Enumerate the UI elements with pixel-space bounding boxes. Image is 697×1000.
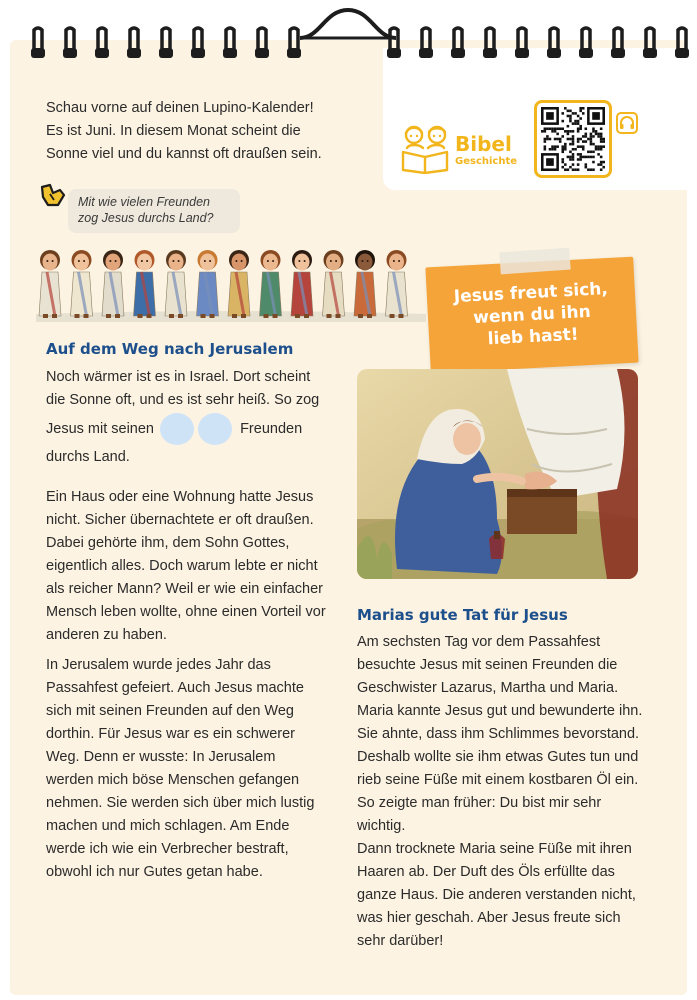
header-box <box>383 48 687 190</box>
story-label: Geschichte <box>455 156 518 167</box>
text-fragment: Jesus mit seinen <box>46 421 154 437</box>
text-line: nicht. Sicher übernachtete er oft draußen. <box>46 512 314 528</box>
text-line: Mensch leben wollte, ohne einen Vorteil vor <box>46 604 326 620</box>
headphones-icon <box>618 114 636 132</box>
note-card <box>425 257 638 374</box>
qr-code[interactable] <box>534 100 612 178</box>
text-line: wichtig. <box>357 818 406 834</box>
disciple-figure <box>386 250 408 318</box>
text-line: rieb seine Füße mit einem kostbaren Öl ein. <box>357 772 639 788</box>
text-line: Weg. Denn er wusste: In Jerusalem <box>46 749 276 765</box>
question-bubble <box>68 189 240 233</box>
section1-para3 <box>46 654 346 884</box>
qr-code-icon <box>541 107 605 171</box>
disciple-figure <box>71 250 93 318</box>
text-line: anderen zu haben. <box>46 627 167 643</box>
section-title-jerusalem: Auf dem Weg nach Jerusalem <box>46 340 294 358</box>
text-line: sich mit seinen Freunden auf den Weg <box>46 703 294 719</box>
text-line: machen und mich schlagen. Am Ende <box>46 818 290 834</box>
question-line: Mit wie vielen Freunden <box>78 195 211 209</box>
answer-digit-circle[interactable] <box>198 413 232 445</box>
question-line: zog Jesus durchs Land? <box>78 211 214 225</box>
intro-line: Es ist Juni. In diesem Monat scheint die <box>46 123 301 139</box>
text-line: sehr darüber! <box>357 933 444 949</box>
text-fragment: Freunden <box>240 421 303 437</box>
answer-field[interactable] <box>160 413 234 445</box>
text-line: durchs Land. <box>46 449 130 465</box>
text-line: Ein Haus oder eine Wohnung hatte Jesus <box>46 489 314 505</box>
text-line: Sie ahnte, dass ihm Schlimmes bevorstand. <box>357 726 640 742</box>
note-line: wenn du ihn <box>472 301 592 329</box>
disciple-figure <box>102 250 124 318</box>
intro-text <box>46 97 346 166</box>
pointing-hand-icon <box>38 181 68 211</box>
section2-para2 <box>357 838 657 953</box>
text-line: Am sechsten Tag vor dem Passahfest <box>357 634 601 650</box>
disciple-figure <box>323 250 345 318</box>
disciple-figure <box>197 250 219 318</box>
text-line: besuchte Jesus mit seinen Freunden die <box>357 657 618 673</box>
disciple-figure <box>228 250 250 318</box>
maria-anointing-illustration <box>357 369 638 579</box>
section2-para1 <box>357 631 657 838</box>
text-line: Noch wärmer ist es in Israel. Dort scheint <box>46 369 311 385</box>
audio-button[interactable] <box>616 112 638 134</box>
note-line: lieb hast! <box>487 324 580 350</box>
text-line: die Sonne oft, und es ist sehr heiß. So zog <box>46 392 320 408</box>
disciple-figure <box>165 250 187 318</box>
disciple-figure <box>134 250 156 318</box>
text-line: In Jerusalem wurde jedes Jahr das <box>46 657 271 673</box>
text-line: So zeigte man früher: Du bist mir sehr <box>357 795 602 811</box>
disciples-illustration <box>36 242 426 322</box>
disciple-figure <box>260 250 282 318</box>
intro-line: Sonne viel und du kannst oft draußen sein. <box>46 146 322 162</box>
disciple-figure <box>39 250 61 318</box>
text-line: nehmen. Sie werden sich über mich lustig <box>46 795 315 811</box>
text-line: was hier geschah. Aber Jesus freute sich <box>357 910 621 926</box>
text-line: Dann trocknete Maria seine Füße mit ihren <box>357 841 632 857</box>
bible-label: Bibel <box>455 132 512 156</box>
text-line: als reicher Mann? Weil er wie ein einfacher <box>46 581 323 597</box>
text-line: eigentlich alles. Doch warum lebte er nicht <box>46 558 318 574</box>
disciple-figure <box>291 250 313 318</box>
text-line: Dabei gehörte ihm, dem Sohn Gottes, <box>46 535 290 551</box>
text-line: Geschwister Lazarus, Martha und Maria. <box>357 680 619 696</box>
intro-line: Schau vorne auf deinen Lupino-Kalender! <box>46 100 314 116</box>
maria-anointing-picture <box>357 369 638 579</box>
text-line: ganze Haus. Die anderen verstanden nicht, <box>357 887 636 903</box>
section1-para1 <box>46 366 346 469</box>
answer-digit-circle[interactable] <box>160 413 194 445</box>
text-line: Passahfest gefeiert. Auch Jesus machte <box>46 680 304 696</box>
text-line: dorthin. Für Jesus war es ein schwerer <box>46 726 296 742</box>
section-title-maria: Marias gute Tat für Jesus <box>357 606 568 624</box>
disciple-figure <box>354 250 376 318</box>
children-reading-book-icon <box>397 124 455 174</box>
text-line: werden mich böse Menschen gefangen <box>46 772 300 788</box>
note-line: Jesus freut sich, <box>453 279 609 308</box>
text-line: Haaren ab. Der Duft des Öls erfüllte das <box>357 864 615 880</box>
text-line-with-answer <box>46 412 346 446</box>
text-line: werde ich wie ein Verbrecher bestraft, <box>46 841 289 857</box>
text-line: Maria kannte Jesus gut und bewunderte ihn. <box>357 703 643 719</box>
text-line: obwohl ich nur Gutes getan habe. <box>46 864 263 880</box>
section1-para2 <box>46 486 346 647</box>
text-line: Deshalb wollte sie ihm etwas Gutes tun und <box>357 749 639 765</box>
